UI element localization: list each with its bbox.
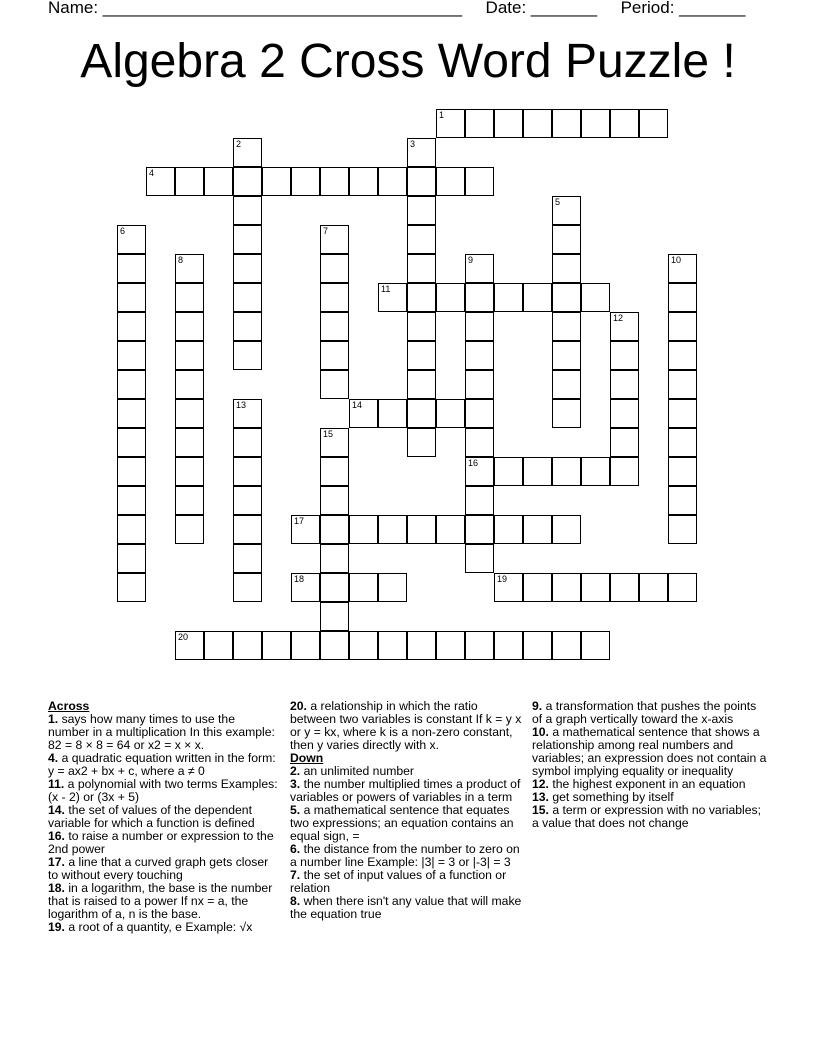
crossword-cell[interactable]: [117, 457, 146, 486]
crossword-cell[interactable]: [407, 428, 436, 457]
crossword-cell[interactable]: [668, 312, 697, 341]
crossword-cell[interactable]: [465, 544, 494, 573]
across-clue: 11. a polynomial with two terms Examples: (x - 2) or (3x + 5): [48, 777, 278, 804]
page-title: Algebra 2 Cross Word Puzzle !: [80, 35, 736, 88]
crossword-cell[interactable]: [320, 631, 349, 660]
crossword-cell[interactable]: [552, 254, 581, 283]
crossword-cell[interactable]: [552, 370, 581, 399]
crossword-cell[interactable]: [117, 399, 146, 428]
crossword-cell[interactable]: [668, 254, 697, 283]
crossword-cell[interactable]: [291, 167, 320, 196]
clue-number: 4: [149, 168, 155, 178]
crossword-cell[interactable]: [407, 399, 436, 428]
crossword-cell[interactable]: [494, 457, 523, 486]
clue-number: 11: [381, 284, 391, 294]
crossword-cell[interactable]: [465, 428, 494, 457]
down-clue: 9. a transformation that pushes the points of a graph vertically toward the x-axis: [532, 699, 757, 726]
crossword-cell[interactable]: [407, 138, 436, 167]
crossword-cell[interactable]: [407, 254, 436, 283]
crossword-cell[interactable]: [175, 515, 204, 544]
crossword-cell[interactable]: [349, 631, 378, 660]
crossword-cell[interactable]: [349, 399, 378, 428]
crossword-cell[interactable]: [407, 283, 436, 312]
crossword-cell[interactable]: [436, 109, 465, 138]
crossword-cell[interactable]: [668, 515, 697, 544]
crossword-cell[interactable]: [233, 631, 262, 660]
crossword-cell[interactable]: [117, 573, 146, 602]
clue-number: 16: [468, 458, 479, 468]
crossword-cell[interactable]: [552, 399, 581, 428]
crossword-cell[interactable]: [378, 167, 407, 196]
crossword-cell[interactable]: [552, 457, 581, 486]
crossword-cell[interactable]: [320, 167, 349, 196]
clue-number: 6: [120, 226, 126, 236]
across-clue: 19. a root of a quantity, e Example: √x: [48, 920, 253, 934]
crossword-cell[interactable]: [146, 167, 175, 196]
down-clue: 5. a mathematical sentence that equates two expressions; an equation contains an equal sign, =: [290, 803, 514, 843]
crossword-cell[interactable]: [233, 399, 262, 428]
crossword-cell[interactable]: [494, 573, 523, 602]
crossword-cell[interactable]: [465, 312, 494, 341]
crossword-cell[interactable]: [378, 283, 407, 312]
clue-number: 13: [236, 400, 247, 410]
across-clue: 17. a line that a curved graph gets closer to without every touching: [48, 855, 269, 882]
clues-column-1: [48, 700, 278, 934]
crossword-cell[interactable]: [436, 399, 465, 428]
crossword-cell[interactable]: [233, 428, 262, 457]
crossword-cell[interactable]: [407, 515, 436, 544]
clue-number: 2: [236, 139, 242, 149]
crossword-cell[interactable]: [175, 457, 204, 486]
crossword-cell[interactable]: [436, 631, 465, 660]
across-clue: 16. to raise a number or expression to the 2nd power: [48, 829, 274, 856]
clue-number: 10: [671, 255, 682, 265]
crossword-cell[interactable]: [291, 515, 320, 544]
crossword-cell[interactable]: [407, 341, 436, 370]
crossword-cell[interactable]: [610, 109, 639, 138]
crossword-cell[interactable]: [407, 370, 436, 399]
down-clue: 2. an unlimited number: [290, 764, 414, 778]
crossword-cell[interactable]: [610, 399, 639, 428]
crossword-cell[interactable]: [233, 254, 262, 283]
clue-number: 9: [468, 255, 474, 265]
crossword-cell[interactable]: [436, 515, 465, 544]
down-clue: 8. when there isn't any value that will make the equation true: [290, 894, 522, 921]
crossword-cell[interactable]: [117, 283, 146, 312]
crossword-cell[interactable]: [523, 109, 552, 138]
down-clue: 10. a mathematical sentence that shows a relationship among real numbers and variables; an expression does not contain a symbol implying equality or inequality: [532, 725, 767, 778]
crossword-cell[interactable]: [117, 515, 146, 544]
crossword-cell[interactable]: [117, 544, 146, 573]
crossword-cell[interactable]: [378, 573, 407, 602]
crossword-cell[interactable]: [117, 254, 146, 283]
crossword-cell[interactable]: [320, 370, 349, 399]
crossword-cell[interactable]: [407, 225, 436, 254]
crossword-cell[interactable]: [175, 167, 204, 196]
crossword-cell[interactable]: [494, 515, 523, 544]
crossword-cell[interactable]: [175, 312, 204, 341]
crossword-cell[interactable]: [233, 457, 262, 486]
crossword-cell[interactable]: [233, 515, 262, 544]
crossword-cell[interactable]: [465, 515, 494, 544]
crossword-cell[interactable]: [465, 341, 494, 370]
crossword-cell[interactable]: [436, 167, 465, 196]
down-heading: Down: [290, 751, 324, 765]
crossword-cell[interactable]: [117, 428, 146, 457]
crossword-cell[interactable]: [552, 515, 581, 544]
crossword-cell[interactable]: [233, 573, 262, 602]
crossword-cell[interactable]: [175, 370, 204, 399]
crossword-cell[interactable]: [494, 631, 523, 660]
across-heading: Across: [48, 699, 90, 713]
crossword-cell[interactable]: [349, 573, 378, 602]
crossword-cell[interactable]: [233, 196, 262, 225]
crossword-cell[interactable]: [465, 370, 494, 399]
crossword-cell[interactable]: [552, 341, 581, 370]
crossword-cell[interactable]: [552, 312, 581, 341]
crossword-cell[interactable]: [668, 486, 697, 515]
crossword-cell[interactable]: [233, 544, 262, 573]
crossword-cell[interactable]: [291, 573, 320, 602]
crossword-cell[interactable]: [494, 283, 523, 312]
crossword-cell[interactable]: [610, 573, 639, 602]
crossword-cell[interactable]: [262, 167, 291, 196]
crossword-cell[interactable]: [639, 573, 668, 602]
clue-number: 15: [323, 429, 334, 439]
clue-number: 1: [439, 110, 445, 120]
crossword-cell[interactable]: [552, 196, 581, 225]
crossword-cell[interactable]: [175, 631, 204, 660]
crossword-cell[interactable]: [523, 631, 552, 660]
crossword-cell[interactable]: [320, 428, 349, 457]
across-clue: 20. a relationship in which the ratio between two variables is constant If k = y x or y = kx, where k is a non-zero constant, then y varies directly with x.: [290, 699, 522, 752]
crossword-cell[interactable]: [407, 196, 436, 225]
crossword-cell[interactable]: [378, 515, 407, 544]
crossword-cell[interactable]: [320, 486, 349, 515]
crossword-cell[interactable]: [349, 167, 378, 196]
crossword-cell[interactable]: [668, 573, 697, 602]
crossword-cell[interactable]: [233, 138, 262, 167]
crossword-cell[interactable]: [465, 486, 494, 515]
crossword-cell[interactable]: [581, 631, 610, 660]
clue-number: 20: [178, 632, 189, 642]
crossword-cell[interactable]: [175, 254, 204, 283]
crossword-cell[interactable]: [320, 254, 349, 283]
crossword-cell[interactable]: [407, 312, 436, 341]
crossword-cell[interactable]: [465, 167, 494, 196]
crossword-cell[interactable]: [465, 283, 494, 312]
crossword-cell[interactable]: [378, 399, 407, 428]
crossword-cell[interactable]: [494, 109, 523, 138]
crossword-cell[interactable]: [320, 573, 349, 602]
crossword-cell[interactable]: [175, 399, 204, 428]
clue-number: 3: [410, 139, 416, 149]
crossword-cell[interactable]: [204, 167, 233, 196]
crossword-cell[interactable]: [320, 602, 349, 631]
crossword-cell[interactable]: [233, 167, 262, 196]
crossword-cell[interactable]: [233, 486, 262, 515]
clue-number: 5: [555, 197, 561, 207]
crossword-cell[interactable]: [233, 283, 262, 312]
clue-number: 14: [352, 400, 363, 410]
crossword-cell[interactable]: [610, 312, 639, 341]
crossword-cell[interactable]: [552, 109, 581, 138]
crossword-cell[interactable]: [668, 428, 697, 457]
crossword-cell[interactable]: [320, 457, 349, 486]
across-clue: 1. says how many times to use the number in a multiplication In this example: 82 = 8 × 8 = 64 or x2 = x × x.: [48, 712, 275, 752]
clue-number: 7: [323, 226, 329, 236]
across-clue: 14. the set of values of the dependent variable for which a function is defined: [48, 803, 255, 830]
crossword-cell[interactable]: [668, 283, 697, 312]
crossword-cell[interactable]: [204, 631, 233, 660]
crossword-cell[interactable]: [523, 283, 552, 312]
across-clue: 18. in a logarithm, the base is the number that is raised to a power If nx = a, the logarithm of a, n is the base.: [48, 881, 273, 921]
crossword-cell[interactable]: [668, 341, 697, 370]
clues-column-3: [532, 700, 768, 830]
crossword-cell[interactable]: [668, 399, 697, 428]
crossword-cell[interactable]: [668, 370, 697, 399]
clue-number: 18: [294, 574, 305, 584]
crossword-cell[interactable]: [320, 544, 349, 573]
crossword-cell[interactable]: [117, 225, 146, 254]
crossword-cell[interactable]: [320, 283, 349, 312]
crossword-cell[interactable]: [639, 109, 668, 138]
crossword-cell[interactable]: [320, 515, 349, 544]
crossword-cell[interactable]: [320, 341, 349, 370]
crossword-cell[interactable]: [610, 457, 639, 486]
crossword-cell[interactable]: [523, 515, 552, 544]
crossword-cell[interactable]: [407, 167, 436, 196]
crossword-cell[interactable]: [117, 370, 146, 399]
crossword-cell[interactable]: [262, 631, 291, 660]
crossword-cell[interactable]: [465, 457, 494, 486]
down-clue: 3. the number multiplied times a product of variables or powers of variables in a term: [290, 777, 521, 804]
crossword-cell[interactable]: [465, 254, 494, 283]
crossword-cell[interactable]: [581, 109, 610, 138]
crossword-cell[interactable]: [233, 341, 262, 370]
clue-number: 19: [497, 574, 508, 584]
crossword-cell[interactable]: [465, 109, 494, 138]
crossword-cell[interactable]: [175, 428, 204, 457]
crossword-cell[interactable]: [610, 428, 639, 457]
clue-number: 8: [178, 255, 184, 265]
crossword-cell[interactable]: [436, 283, 465, 312]
crossword-cell[interactable]: [465, 631, 494, 660]
crossword-cell[interactable]: [320, 312, 349, 341]
across-clue: 4. a quadratic equation written in the form: y = ax2 + bx + c, where a ≠ 0: [48, 751, 276, 778]
crossword-cell[interactable]: [175, 341, 204, 370]
crossword-cell[interactable]: [349, 515, 378, 544]
period-field[interactable]: Period: _______: [620, 0, 746, 17]
date-field[interactable]: Date: _______: [485, 0, 598, 17]
down-clue: 7. the set of input values of a function or relation: [290, 868, 507, 895]
crossword-cell[interactable]: [233, 225, 262, 254]
crossword-cell[interactable]: [552, 573, 581, 602]
clue-number: 17: [294, 516, 305, 526]
down-clue: 6. the distance from the number to zero on a number line Example: |3| = 3 or |-3| = 3: [290, 842, 520, 869]
crossword-cell[interactable]: [610, 341, 639, 370]
crossword-cell[interactable]: [581, 573, 610, 602]
crossword-cell[interactable]: [552, 631, 581, 660]
crossword-cell[interactable]: [378, 631, 407, 660]
crossword-cell[interactable]: [233, 312, 262, 341]
clue-number: 12: [613, 313, 624, 323]
crossword-cell[interactable]: [581, 457, 610, 486]
crossword-cell[interactable]: [175, 283, 204, 312]
crossword-cell[interactable]: [407, 631, 436, 660]
down-clue: 13. get something by itself: [532, 790, 674, 804]
down-clue: 12. the highest exponent in an equation: [532, 777, 746, 791]
crossword-cell[interactable]: [523, 573, 552, 602]
crossword-cell[interactable]: [523, 457, 552, 486]
crossword-cell[interactable]: [117, 312, 146, 341]
crossword-cell[interactable]: [175, 486, 204, 515]
crossword-cell[interactable]: [668, 457, 697, 486]
crossword-cell[interactable]: [552, 225, 581, 254]
crossword-cell[interactable]: [610, 370, 639, 399]
name-field[interactable]: Name: ______________________________________: [48, 0, 463, 17]
crossword-cell[interactable]: [117, 341, 146, 370]
clues-column-2: [290, 700, 522, 921]
crossword-cell[interactable]: [117, 486, 146, 515]
crossword-cell[interactable]: [320, 225, 349, 254]
crossword-cell[interactable]: [581, 283, 610, 312]
crossword-cell[interactable]: [552, 283, 581, 312]
crossword-cell[interactable]: [291, 631, 320, 660]
crossword-cell[interactable]: [465, 399, 494, 428]
down-clue: 15. a term or expression with no variables; a value that does not change: [532, 803, 761, 830]
